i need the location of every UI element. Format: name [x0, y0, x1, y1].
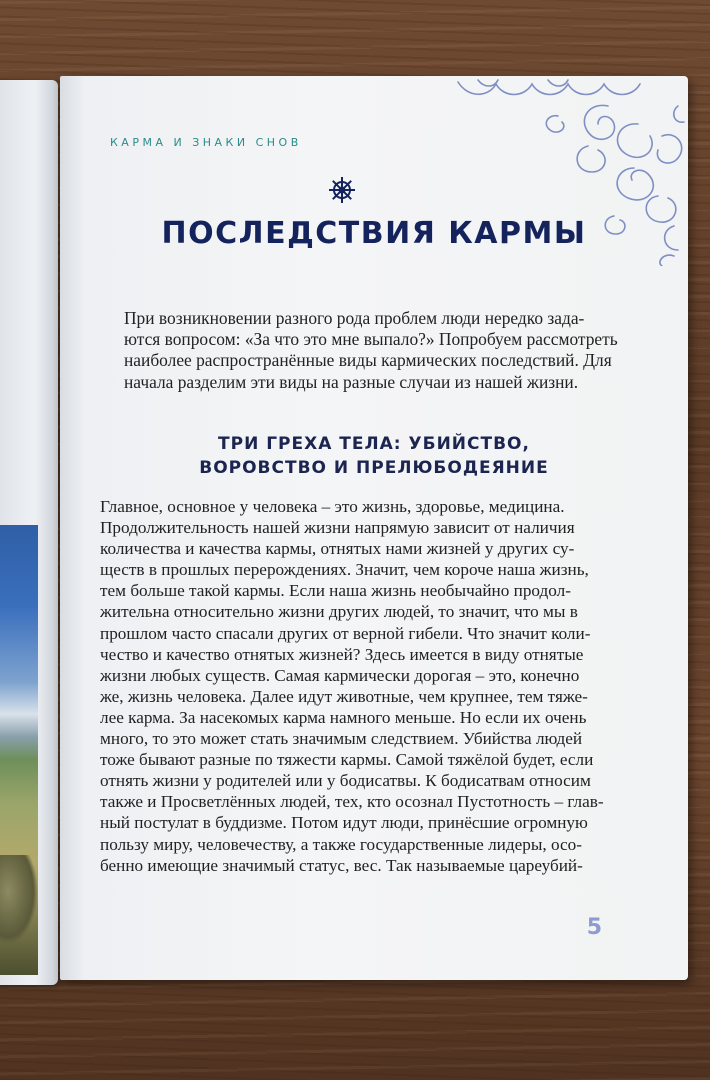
body-paragraph	[100, 496, 660, 876]
body-line: же, жизнь человека. Далее идут животные, чем крупнее, тем тяже-	[100, 686, 588, 706]
body-line: Главное, основное у человека – это жизнь, здоровье, медицина.	[100, 497, 565, 516]
subheading-line: ТРИ ГРЕХА ТЕЛА: УБИЙСТВО,	[218, 434, 530, 454]
body-line: пользу миру, человечеству, а также государственные лидеры, осо-	[100, 834, 582, 854]
left-page-edge	[0, 80, 58, 985]
body-line: Продолжительность нашей жизни напрямую зависит от наличия	[100, 518, 575, 538]
body-line: ществ в прошлых перерождениях. Значит, чем короче наша жизнь,	[100, 560, 589, 580]
body-line: лее карма. За насекомых карма намного меньше. Но если их очень	[100, 707, 587, 727]
running-head: КАРМА И ЗНАКИ СНОВ	[110, 136, 302, 149]
intro-line: ются вопросом: «За что это мне выпало?» Попробуем рассмотреть	[124, 329, 618, 350]
section-subheading	[60, 432, 688, 480]
subheading-line: ВОРОВСТВО И ПРЕЛЮБОДЕЯНИЕ	[199, 458, 549, 478]
body-line: жительна относительно жизни других людей, то значит, что мы в	[100, 602, 578, 622]
body-line: чество и качество отнятых жизней? Здесь имеется в виду отнятые	[100, 644, 584, 664]
body-line: также и Просветлённых людей, тех, кто осознал Пустотность – глав-	[100, 792, 604, 812]
intro-paragraph	[124, 308, 618, 393]
intro-line: наиболее распространённые виды кармических последствий. Для	[124, 350, 612, 371]
page-number: 5	[586, 915, 602, 940]
intro-line: начала разделим эти виды на разные случаи из нашей жизни.	[124, 371, 579, 392]
dharma-wheel-icon	[328, 176, 356, 204]
body-line: тоже бывают разные по тяжести кармы. Самой тяжёлой будет, если	[100, 750, 594, 770]
body-line: тем больше такой кармы. Если наша жизнь необычайно продол-	[100, 581, 571, 601]
intro-line: При возникновении разного рода проблем люди нередко зада-	[124, 308, 585, 328]
page-title: ПОСЛЕДСТВИЯ КАРМЫ	[161, 216, 587, 251]
body-line: прошлом часто спасали других от верной гибели. Что значит коли-	[100, 623, 591, 643]
landscape-photo-fragment	[0, 525, 38, 975]
body-line: много, то это может стать значимым следствием. Убийства людей	[100, 729, 583, 749]
book-page	[60, 76, 688, 980]
body-line: бенно имеющие значимый статус, вес. Так называемые цареубий-	[100, 855, 583, 875]
body-line: количества и качества кармы, отнятых нами жизней у других су-	[100, 539, 575, 559]
body-line: ный постулат в буддизме. Потом идут люди, принёсшие огромную	[100, 813, 588, 833]
body-line: жизни любых существ. Самая кармически дорогая – это, конечно	[100, 665, 580, 685]
body-line: отнять жизни у родителей или у бодисатвы. К бодисатвам относим	[100, 771, 591, 791]
